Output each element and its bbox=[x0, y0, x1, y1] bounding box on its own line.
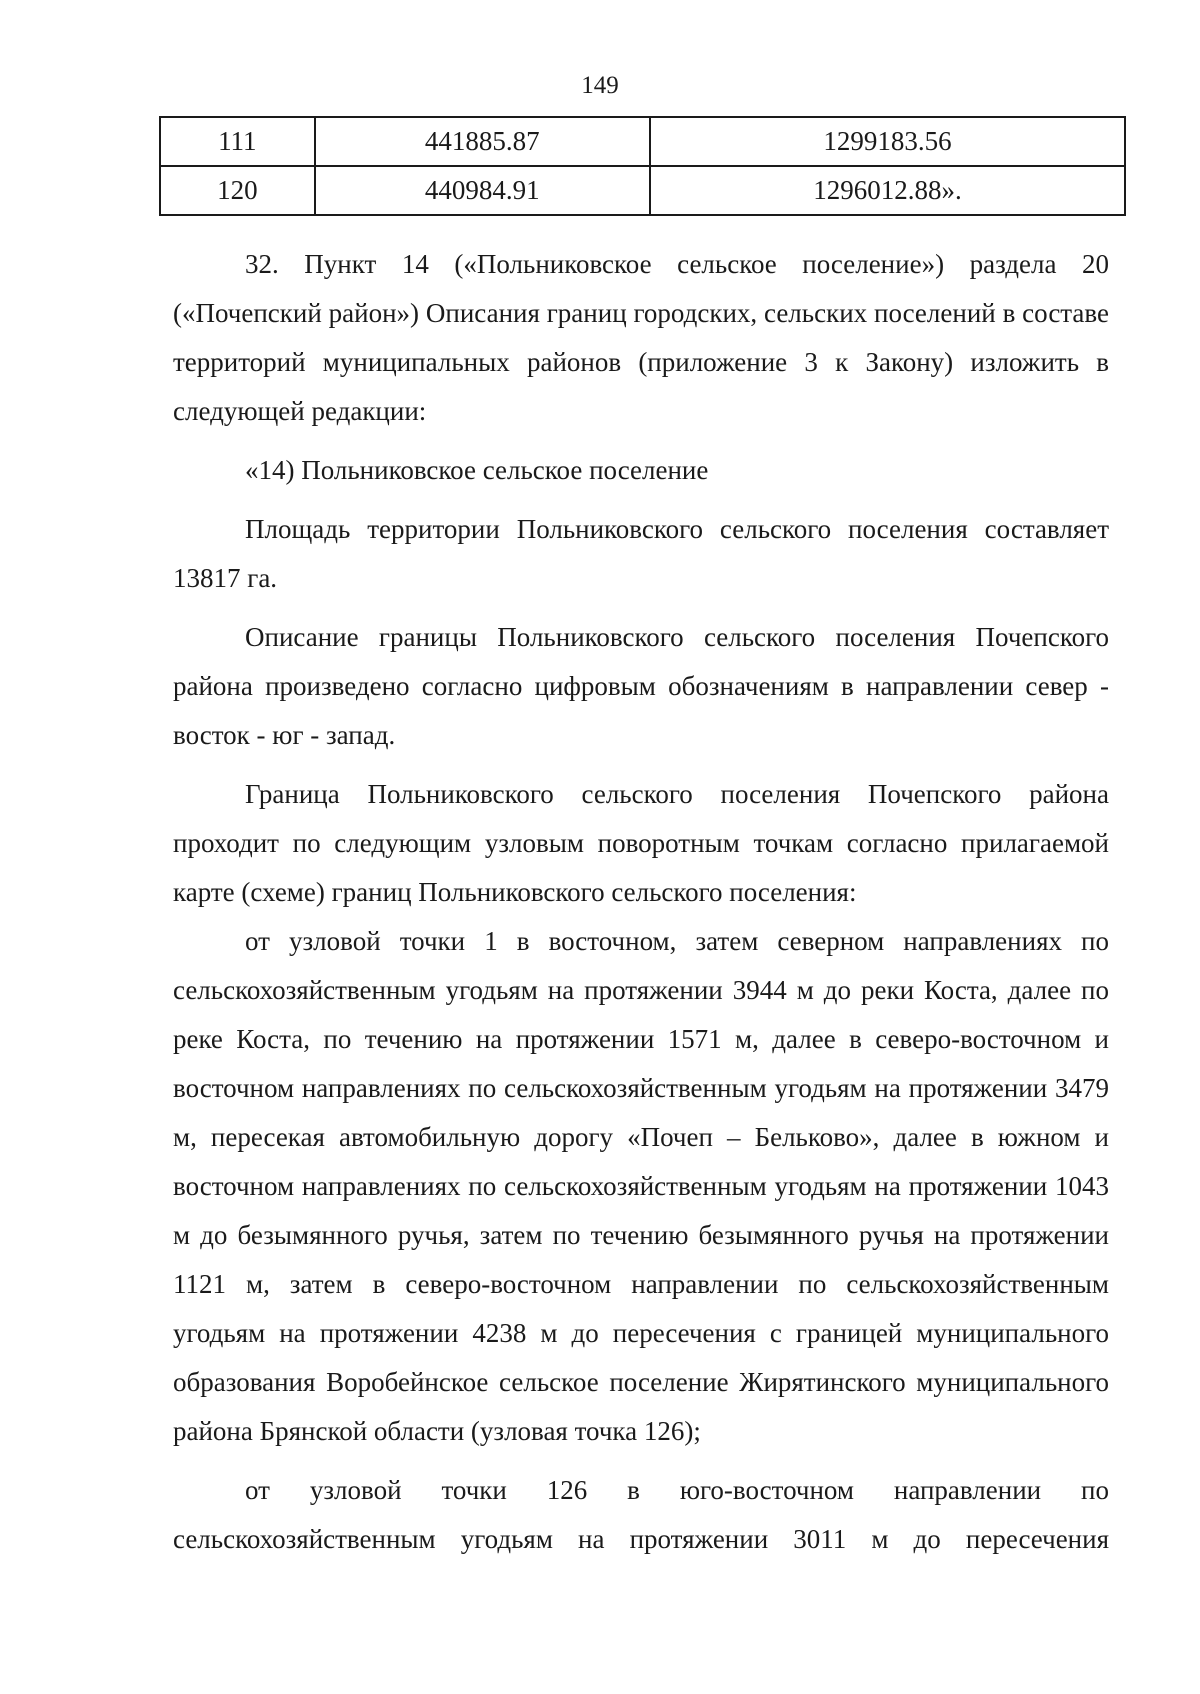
table-row bbox=[160, 117, 1125, 166]
paragraph-boundary-intro: Граница Польниковского сельского поселения Почепского района проходит по следующим узловым поворотным точкам согласно прилагаемой карте (схеме) границ Польниковского сельского поселения: bbox=[173, 779, 1109, 907]
x-coordinate-cell: 441885.87 bbox=[315, 117, 650, 166]
x-coordinate-cell: 440984.91 bbox=[315, 166, 650, 215]
paragraph-amendment: 32. Пункт 14 («Польниковское сельское поселение») раздела 20 («Почепский район») Описания границ городских, сельских поселений в составе территорий муниципальных районов (приложение 3 к Закону) изложить в следующей редакции: bbox=[173, 249, 1109, 426]
document-body bbox=[173, 240, 1109, 1564]
paragraph-boundary-point-126: от узловой точки 126 в юго-восточном направлении по сельскохозяйственным угодьям на протяжении 3011 м до пересечения bbox=[173, 1475, 1109, 1554]
paragraph-description: Описание границы Польниковского сельского поселения Почепского района произведено согласно цифровым обозначениям в направлении север - восток - юг - запад. bbox=[173, 622, 1109, 750]
table-row bbox=[160, 166, 1125, 215]
y-coordinate-cell: 1296012.88». bbox=[650, 166, 1125, 215]
point-number-cell: 111 bbox=[160, 117, 315, 166]
paragraph-area: Площадь территории Польниковского сельского поселения составляет 13817 га. bbox=[173, 514, 1109, 593]
page-number: 149 bbox=[581, 72, 619, 99]
paragraph-heading: «14) Польниковское сельское поселение bbox=[245, 455, 709, 485]
paragraph-boundary-point-1: от узловой точки 1 в восточном, затем северном направлениях по сельскохозяйственным угодьям на протяжении 3944 м до реки Коста, далее по реке Коста, по течению на протяжении 1571 м, далее в северо-восточном и восточном направлениях по сельскохозяйственным угодьям на протяжении 3479 м, пересекая автомобильную дорогу «Почеп – Бельково», далее в южном и восточном направлениях по сельскохозяйственным угодьям на протяжении 1043 м до безымянного ручья, затем по течению безымянного ручья на протяжении 1121 м, затем в северо-восточном направлении по сельскохозяйственным угодьям на протяжении 4238 м до пересечения с границей муниципального образования Воробейнское сельское поселение Жирятинского муниципального района Брянской области (узловая точка 126); bbox=[173, 926, 1109, 1446]
y-coordinate-cell: 1299183.56 bbox=[650, 117, 1125, 166]
coordinates-table bbox=[159, 116, 1126, 216]
point-number-cell: 120 bbox=[160, 166, 315, 215]
